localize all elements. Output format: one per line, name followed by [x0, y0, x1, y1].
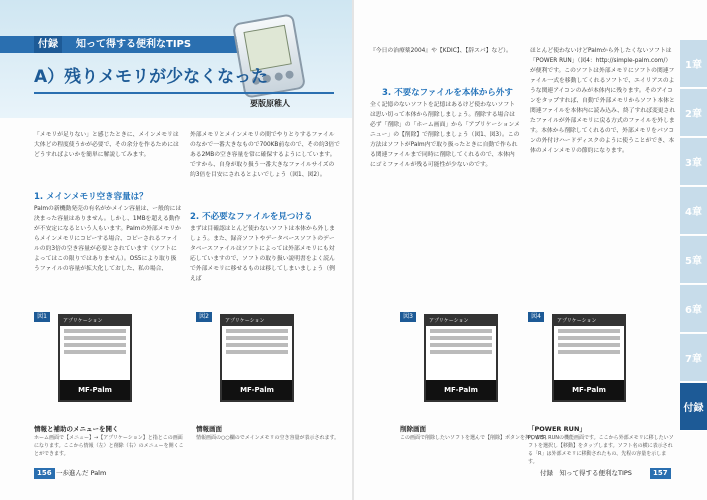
col2-text: 外部メモリとメインメモリの間でやりとりするファイルのなかで一番大きなもので700KB前なので、その約3倍である2MBの空き容量を常に確保するようにしています。ですから、自身が取り扱う一番大きなファイルサイズの約3倍を目安にされるとよいでしょう（図1、図2）。 [190, 132, 340, 178]
tips-tag: 付録 [34, 36, 62, 53]
screen-title-bar: アプリケーション [60, 316, 130, 326]
page-number-right: 157 [650, 468, 671, 479]
tab-chapter-4[interactable]: 4章 [680, 187, 707, 235]
col3-top: 『今日の治療薬2004』や【KDIC】、【辞スパ】など）。 [370, 48, 512, 54]
figure-number: 図3 [400, 312, 416, 322]
screen-logo: MF-Palm [554, 380, 624, 400]
tab-chapter-1[interactable]: 1章 [680, 40, 707, 88]
footer-right-text: 付録 知って得する便利なTIPS [540, 469, 632, 477]
figure-number: 図2 [196, 312, 212, 322]
section3-body: 全く記憶のないソフトを記憶はあるけど使わないソフトは思い切って本体から削除しましょう。削除する場合は必ず「削除」の「ホーム画面」から「アプリケーションメニュー」の【削除】で削除しましょう（図1、図3）。この方法はソフトがPalm内で取り扱ったときに自動で作られる関連ファイルまで同時に削除してくれるので、本体内にゴミファイルが残る可能性が少ないのです。 [370, 102, 520, 168]
tips-text: 知って得する便利なTIPS [76, 39, 192, 50]
author-name: 要版原稚人 [250, 99, 290, 108]
col4-text: ほとんど使わないけどPalmから外したくないソフトは「POWER RUN」（図4：http://simple-palm.com/）が便利です。このソフトは外部メモリにソフトの関連ファイル一式を移動してくれるソフトで、エイリアスのような関連アイコンのみが本体内に残ります。そのアイコンをタップすれば、自動で外部メモリからソフト本体と関連ファイルを本体内に読み込み、終了すれば変更されたファイルが外部メモリに戻る方式のファイルを外します。本体から削除してくれるので、外部メモリをパソコンの外付けハードディスクのように使うことができ、本体のメインメモリの節約になります。 [530, 48, 676, 154]
palm-screenshot [424, 314, 498, 402]
section1-title: 1. メインメモリ空き容量は？ [34, 192, 148, 202]
palm-screenshot [220, 314, 294, 402]
figure-number: 図1 [34, 312, 50, 322]
screen-logo: MF-Palm [426, 380, 496, 400]
figure-title: 「POWER RUN」 [528, 425, 586, 433]
figure-caption: POWER RUNの機能画面です。ここから外部メモリに移したいソフトを選択し【移動】をタップします。ソフト名の横に表示される「R」は外部メモリに移動されたもの、先程の容量を示します。 [528, 435, 674, 465]
tab-chapter-5[interactable]: 5章 [680, 236, 707, 284]
screen-logo: MF-Palm [60, 380, 130, 400]
screen-title-bar: アプリケーション [554, 316, 624, 326]
section2-body: まずは目確認はとんど使わないソフトは本体から外しましょう。また、録音ソフトやデータベースソフトのデータベースファイルはソフトによっては外部メモリにも対応していますので、ソフトの取り扱い説明書をよく読んで外部メモリに移せるものは移してしまいましょう（例えば [190, 226, 335, 282]
section3-title: 3. 不要なファイルを本体から外す [382, 88, 513, 98]
heading-rule [34, 92, 334, 94]
section1-body: Palmの新機動発売の有名がかメイン容量は、ー般的には決まった容量はありません。しかし、1MBを超える動作が不安定になるという人もいます。Palmの外部メモリからメインメモリにコピーする場合、コピーされるファイルの約3倍の空き容量が必要とされています（ソフトによってはこの限りではありません）。OS5により取り扱うファイルの容量が拡大化しておした、私の場合、 [34, 206, 182, 272]
intro-text: 「メモリが足りない」と感じたときに、メインメモリは大体どの程度使うかが必要で、その余分を作るためにはどうすればよいかを簡単に解説してみます。 [34, 132, 179, 158]
figure-caption: 情報画面の○○欄のでメインメモリの空き容量が表示されます。 [196, 435, 340, 441]
figure-title: 情報画面 [196, 425, 222, 433]
screen-logo: MF-Palm [222, 380, 292, 400]
tab-chapter-6[interactable]: 6章 [680, 285, 707, 333]
figure-number: 図4 [528, 312, 544, 322]
footer-left-text: 一歩進んだ Palm [56, 469, 107, 477]
palm-screenshot [58, 314, 132, 402]
gutter [352, 0, 354, 500]
tab-chapter-3[interactable]: 3章 [680, 138, 707, 186]
screen-title-bar: アプリケーション [426, 316, 496, 326]
screen-title-bar: アプリケーション [222, 316, 292, 326]
tab-chapter-2[interactable]: 2章 [680, 89, 707, 137]
figure-title: 削除画面 [400, 425, 426, 433]
section2-title: 2. 不必要なファイルを見つける [190, 212, 313, 222]
figure-title: 情報と補助のメニューを開く [34, 425, 119, 433]
page-number-left: 156 [34, 468, 55, 479]
page-title: A）残りメモリが少なくなった [34, 67, 269, 87]
tab-appendix[interactable]: 付録 [680, 383, 707, 431]
figure-caption: この画面で削除したいソフトを選んで【削除】ボタンを押します。 [400, 435, 550, 441]
figure-caption: ホーム画面で【メニュー】→【アプリケーション】と指とこの画面になります。ここから情報（左）と削除（右）のメニューを開くことができます。 [34, 435, 184, 457]
palm-screenshot [552, 314, 626, 402]
tab-chapter-7[interactable]: 7章 [680, 334, 707, 382]
